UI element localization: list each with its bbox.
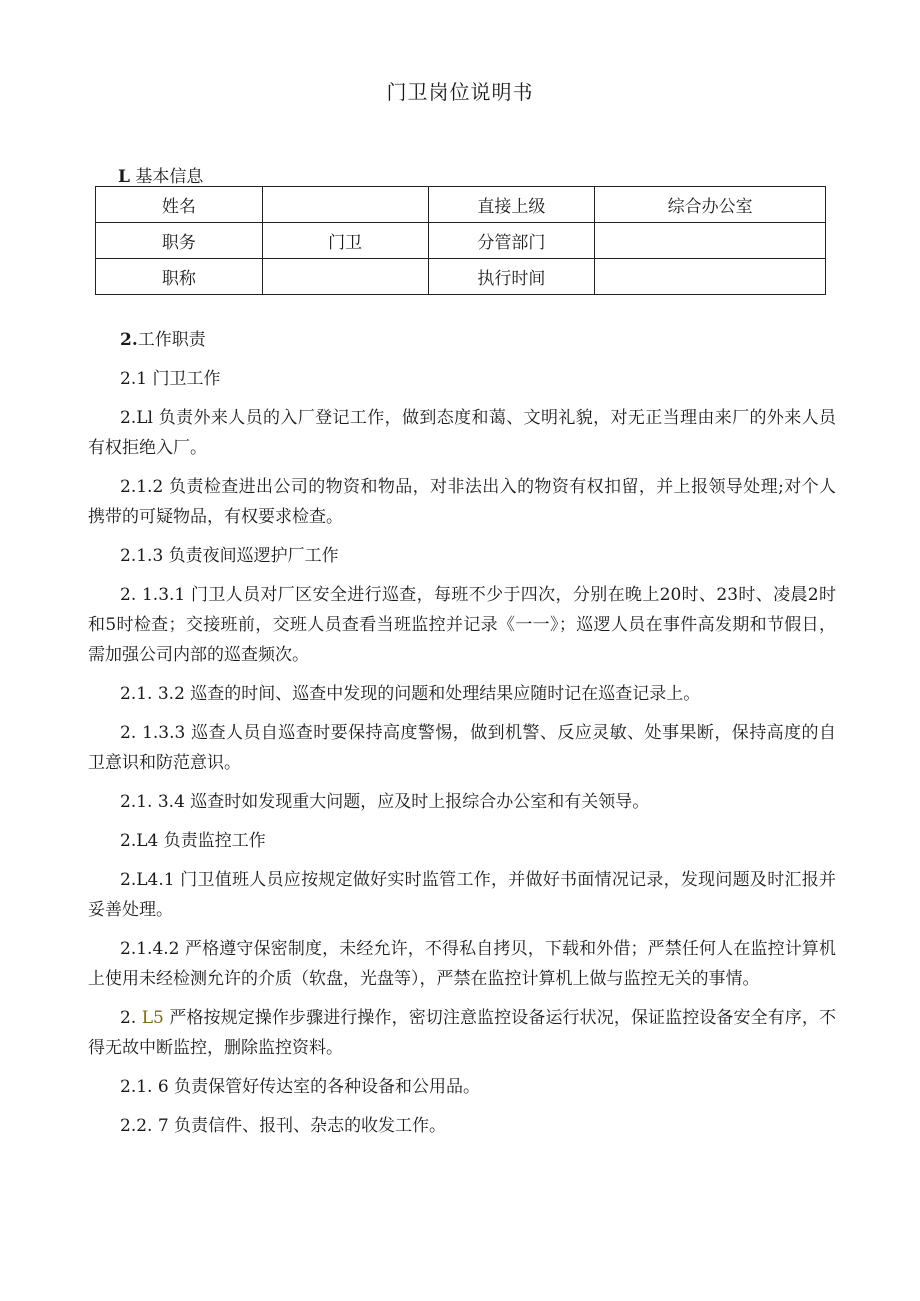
paragraph-prefix: 2.	[120, 1008, 142, 1028]
section-1-heading	[118, 162, 203, 187]
table-cell-value	[262, 187, 428, 223]
basic-info-table	[95, 186, 826, 295]
table-cell-value	[595, 223, 826, 259]
paragraph: 2.1.4.2 严格遵守保密制度，未经允许，不得私自拷贝，下载和外借；严禁任何人在监控计算机上使用未经检测允许的介质（软盘，光盘等），严禁在监控计算机上做与监控无关的事情。	[88, 939, 836, 989]
paragraph: 2.Ll 负责外来人员的入厂登记工作，做到态度和蔼、文明礼貌，对无正当理由来厂的外来人员有权拒绝入厂。	[88, 408, 836, 458]
section-2-heading	[88, 325, 836, 355]
table-cell-value	[262, 259, 428, 295]
paragraph: 2.1 门卫工作	[120, 369, 221, 389]
table-cell-label: 直接上级	[428, 187, 595, 223]
table-cell-label: 职务	[96, 223, 263, 259]
paragraph: 2.L4.1 门卫值班人员应按规定做好实时监管工作，并做好书面情况记录，发现问题及时汇报并妥善处理。	[88, 870, 836, 920]
paragraph	[88, 1003, 836, 1063]
paragraph: 2.1. 3.2 巡查的时间、巡查中发现的问题和处理结果应随时记在巡查记录上。	[120, 684, 701, 704]
table-cell-value: 综合办公室	[595, 187, 826, 223]
paragraph: 2.1. 6 负责保管好传达室的各种设备和公用品。	[120, 1077, 481, 1097]
section-1-title: 基本信息	[135, 167, 204, 187]
paragraph: 2.1.3 负责夜间巡逻护厂工作	[120, 546, 339, 566]
table-cell-label: 分管部门	[428, 223, 595, 259]
section-2-title: 工作职责	[137, 330, 206, 350]
table-row	[96, 187, 826, 223]
table-cell-value	[595, 259, 826, 295]
table-cell-label: 执行时间	[428, 259, 595, 295]
table-cell-label: 职称	[96, 259, 263, 295]
paragraph: 2.2. 7 负责信件、报刊、杂志的收发工作。	[120, 1116, 447, 1136]
table-row	[96, 259, 826, 295]
paragraph-text: 严格按规定操作步骤进行操作，密切注意监控设备运行状况，保证监控设备安全有序，不得无故中断监控，删除监控资料。	[88, 1008, 837, 1058]
paragraph: 2.1. 3.4 巡查时如发现重大问题，应及时上报综合办公室和有关领导。	[120, 792, 650, 812]
paragraph: 2. 1.3.3 巡查人员自巡查时要保持高度警惕，做到机警、反应灵敏、处事果断，保持高度的自卫意识和防范意识。	[88, 723, 836, 773]
table-cell-value: 门卫	[262, 223, 428, 259]
paragraph: 2.1.2 负责检查进出公司的物资和物品，对非法出入的物资有权扣留，并上报领导处理;对个人携带的可疑物品，有权要求检查。	[88, 477, 836, 527]
table-row	[96, 223, 826, 259]
section-1-number: L	[118, 167, 130, 187]
section-2-number: 2.	[120, 330, 138, 350]
paragraph-number-mark: L5	[141, 1008, 164, 1028]
paragraph: 2. 1.3.1 门卫人员对厂区安全进行巡查，每班不少于四次，分别在晚上20时、23时、凌晨2时和5时检查；交接班前，交班人员查看当班监控并记录《一一》；巡逻人员在事件高发期和节假日，需加强公司内部的巡查频次。	[88, 585, 836, 665]
duties-body	[88, 325, 836, 1150]
document-title: 门卫岗位说明书	[386, 80, 534, 104]
table-cell-label: 姓名	[96, 187, 263, 223]
paragraph: 2.L4 负责监控工作	[120, 831, 266, 851]
